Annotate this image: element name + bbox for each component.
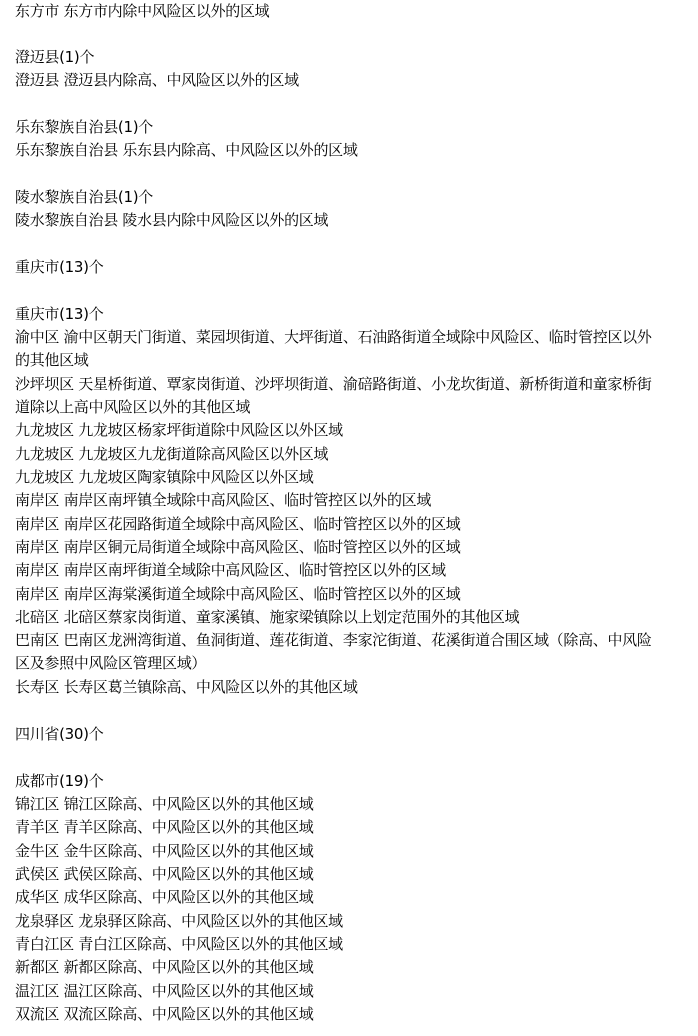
province-header-sichuan: 四川省(30)个 bbox=[15, 725, 104, 743]
area-line-nanan-2: 南岸区 南岸区花园路街道全域除中高风险区、临时管控区以外的区域 bbox=[15, 515, 461, 533]
area-line-wenjiang: 温江区 温江区除高、中风险区以外的其他区域 bbox=[15, 982, 314, 1000]
area-line-longquanyi: 龙泉驿区 龙泉驿区除高、中风险区以外的其他区域 bbox=[15, 912, 343, 930]
area-line-nanan-1: 南岸区 南岸区南坪镇全域除中高风险区、临时管控区以外的区域 bbox=[15, 491, 432, 509]
area-line-nanan-4: 南岸区 南岸区南坪街道全域除中高风险区、临时管控区以外的区域 bbox=[15, 561, 446, 579]
area-line-jiulongpo-1: 九龙坡区 九龙坡区杨家坪街道除中风险区以外区域 bbox=[15, 421, 343, 439]
area-line-lingshui: 陵水黎族自治县 陵水县内除中风险区以外的区域 bbox=[15, 211, 329, 229]
area-line-shapingba: 沙坪坝区 天星桥街道、覃家岗街道、沙坪坝街道、渝碚路街道、小龙坎街道、新桥街道和童家桥街道除以上高中风险区以外的其他区域 bbox=[15, 375, 652, 417]
area-line-dongfang: 东方市 东方市内除中风险区以外的区域 bbox=[15, 2, 270, 20]
area-line-changshou: 长寿区 长寿区葛兰镇除高、中风险区以外的其他区域 bbox=[15, 678, 358, 696]
area-line-jiulongpo-3: 九龙坡区 九龙坡区陶家镇除中风险区以外区域 bbox=[15, 468, 314, 486]
area-line-beibei: 北碚区 北碚区蔡家岗街道、童家溪镇、施家梁镇除以上划定范围外的其他区域 bbox=[15, 608, 520, 626]
city-header-chengdu: 成都市(19)个 bbox=[15, 772, 104, 790]
county-header-lingshui: 陵水黎族自治县(1)个 bbox=[15, 188, 153, 206]
county-header-chengmai: 澄迈县(1)个 bbox=[15, 48, 95, 66]
area-line-ledong: 乐东黎族自治县 乐东县内除高、中风险区以外的区域 bbox=[15, 141, 358, 159]
area-line-qingyang: 青羊区 青羊区除高、中风险区以外的其他区域 bbox=[15, 818, 314, 836]
area-line-chenghua: 成华区 成华区除高、中风险区以外的其他区域 bbox=[15, 888, 314, 906]
area-line-jinjiang: 锦江区 锦江区除高、中风险区以外的其他区域 bbox=[15, 795, 314, 813]
area-line-chengmai: 澄迈县 澄迈县内除高、中风险区以外的区域 bbox=[15, 71, 299, 89]
area-line-xindu: 新都区 新都区除高、中风险区以外的其他区域 bbox=[15, 958, 314, 976]
area-line-jinniu: 金牛区 金牛区除高、中风险区以外的其他区域 bbox=[15, 842, 314, 860]
area-line-nanan-3: 南岸区 南岸区铜元局街道全域除中高风险区、临时管控区以外的区域 bbox=[15, 538, 461, 556]
area-line-shuangliu: 双流区 双流区除高、中风险区以外的其他区域 bbox=[15, 1005, 314, 1023]
area-line-qingbaijiang: 青白江区 青白江区除高、中风险区以外的其他区域 bbox=[15, 935, 343, 953]
province-header-chongqing: 重庆市(13)个 bbox=[15, 258, 104, 276]
area-line-yuzhong: 渝中区 渝中区朝天门街道、菜园坝街道、大坪街道、石油路街道全域除中风险区、临时管控区以外的其他区域 bbox=[15, 328, 652, 370]
area-line-nanan-5: 南岸区 南岸区海棠溪街道全域除中高风险区、临时管控区以外的区域 bbox=[15, 585, 461, 603]
city-header-chongqing: 重庆市(13)个 bbox=[15, 305, 104, 323]
area-line-wuhou: 武侯区 武侯区除高、中风险区以外的其他区域 bbox=[15, 865, 314, 883]
area-line-banan: 巴南区 巴南区龙洲湾街道、鱼洞街道、莲花街道、李家沱街道、花溪街道合围区域（除高、中风险区及参照中风险区管理区域） bbox=[15, 631, 652, 673]
county-header-ledong: 乐东黎族自治县(1)个 bbox=[15, 118, 153, 136]
area-line-jiulongpo-2: 九龙坡区 九龙坡区九龙街道除高风险区以外区域 bbox=[15, 445, 329, 463]
